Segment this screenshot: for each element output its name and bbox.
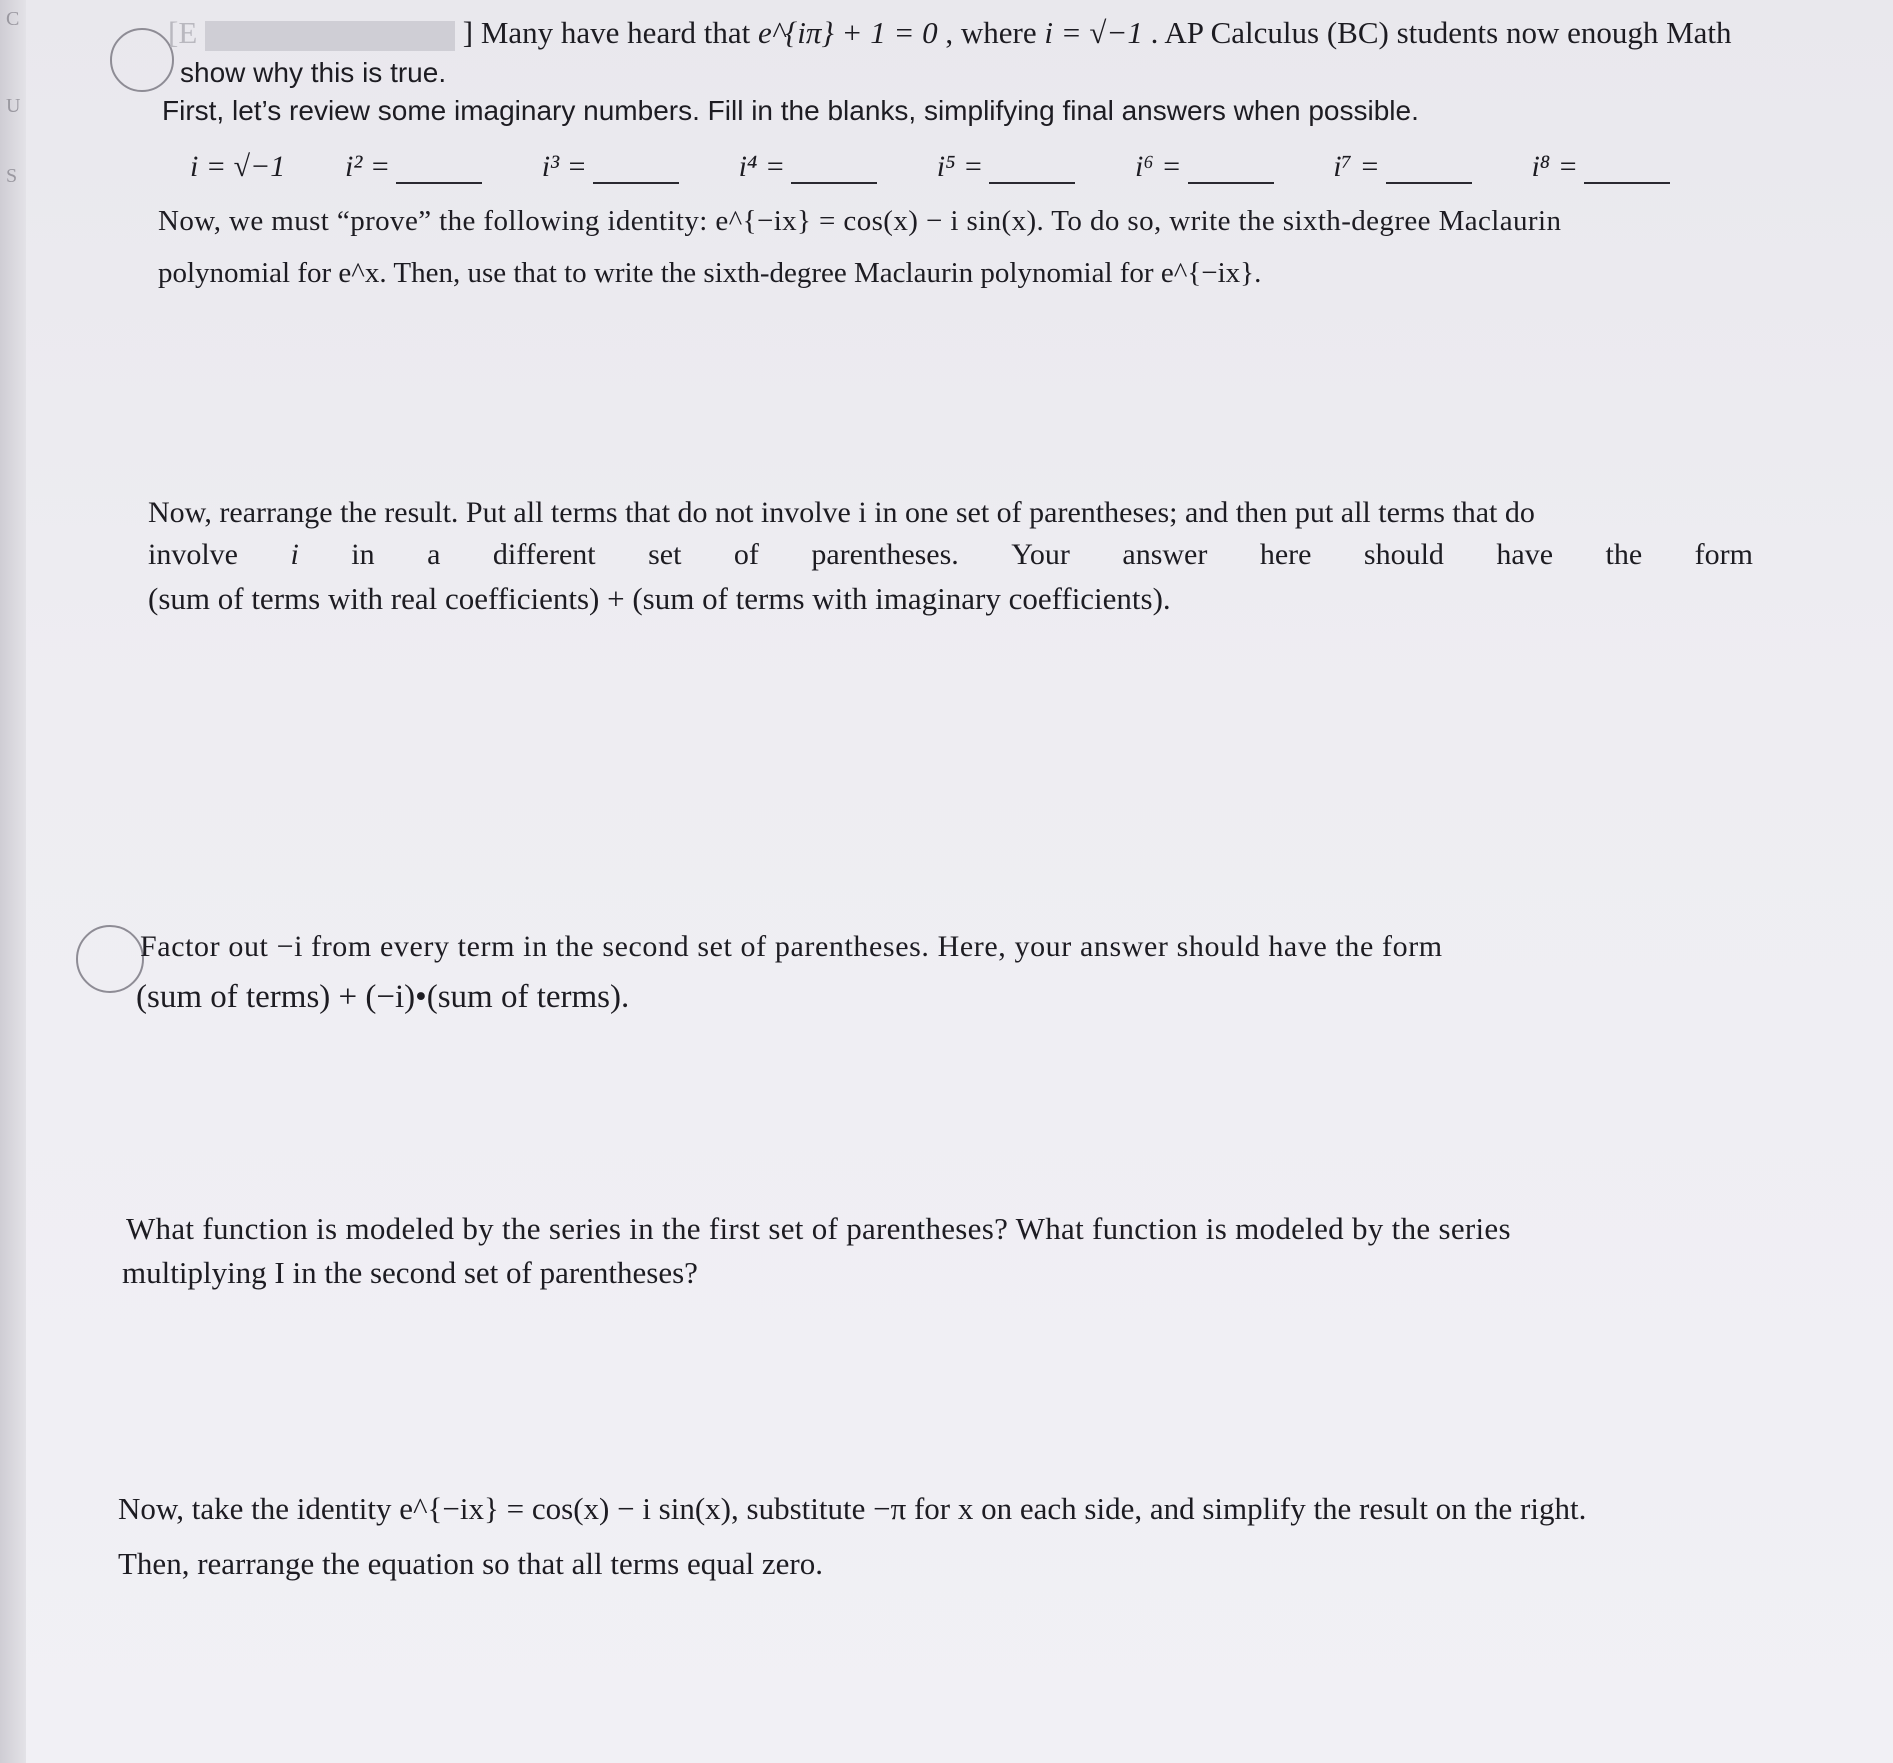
answer-blank[interactable] xyxy=(1584,158,1670,184)
word: have xyxy=(1496,538,1554,571)
binder-margin xyxy=(0,0,26,1763)
factor-form: (sum of terms) + (−i)•(sum of terms). xyxy=(136,979,630,1015)
answer-blank[interactable] xyxy=(396,158,482,184)
punch-hole xyxy=(110,28,174,92)
factor-line-1: Factor out −i from every term in the second set of parentheses. Here, your answer should have the form xyxy=(140,930,1443,963)
answer-blank[interactable] xyxy=(593,158,679,184)
intro-text: . AP Calculus (BC) students now enough Math xyxy=(1150,15,1732,50)
answer-blank[interactable] xyxy=(1386,158,1472,184)
word: here xyxy=(1259,538,1312,571)
word: a xyxy=(427,538,441,571)
margin-mark: U xyxy=(6,95,21,117)
power-of-i: i² = xyxy=(345,150,482,184)
i-definition: i = √−1 xyxy=(1044,15,1143,50)
power-of-i: i⁸ = xyxy=(1531,150,1670,184)
margin-mark: S xyxy=(6,165,18,187)
intro-bracket: [E xyxy=(168,15,198,50)
intro-line xyxy=(168,14,1732,52)
intro-text: , where xyxy=(945,15,1045,50)
word: i xyxy=(290,538,299,571)
answer-blank[interactable] xyxy=(989,158,1075,184)
rearrange-line-2 xyxy=(148,536,1753,574)
power-of-i: i = √−1 xyxy=(190,150,286,183)
rearrange-line-1: Now, rearrange the result. Put all terms that do not involve i in one set of parentheses; and then put all terms that do xyxy=(148,496,1535,529)
prove-line-1: Now, we must “prove” the following identity: e^{−ix} = cos(x) − i sin(x). To do so, write the sixth-degree Maclaurin xyxy=(158,205,1562,237)
margin-mark: C xyxy=(6,8,20,30)
word: of xyxy=(733,538,759,571)
substitute-line-1: Now, take the identity e^{−ix} = cos(x) − i sin(x), substitute −π for x on each side, and simplify the result on the right. xyxy=(118,1491,1587,1526)
power-of-i: i⁶ = xyxy=(1135,150,1274,184)
intro-bracket: ] xyxy=(462,15,474,50)
intro-line-2: show why this is true. xyxy=(180,57,447,88)
power-of-i: i⁷ = xyxy=(1333,150,1472,184)
rearrange-form: (sum of terms with real coefficients) + (sum of terms with imaginary coefficients). xyxy=(148,581,1171,616)
power-of-i: i⁴ = xyxy=(739,150,878,184)
word: set xyxy=(648,538,682,571)
function-question-line-2: multiplying I in the second set of parentheses? xyxy=(122,1255,698,1290)
word: Your xyxy=(1011,538,1070,571)
answer-blank[interactable] xyxy=(791,158,877,184)
euler-equation: e^{iπ} + 1 = 0 xyxy=(758,15,938,50)
word: in xyxy=(351,538,375,571)
power-of-i: i⁵ = xyxy=(937,150,1076,184)
punch-hole xyxy=(76,925,144,993)
substitute-line-2: Then, rearrange the equation so that all terms equal zero. xyxy=(118,1546,823,1581)
intro-text: Many have heard that xyxy=(480,15,759,50)
prove-line-2: polynomial for e^x. Then, use that to write the sixth-degree Maclaurin polynomial for e^{−ix}. xyxy=(158,257,1262,289)
power-of-i: i³ = xyxy=(542,150,679,184)
function-question-line-1: What function is modeled by the series in the first set of parentheses? What function is modeled by the series xyxy=(126,1211,1511,1246)
word: the xyxy=(1605,538,1643,571)
answer-blank[interactable] xyxy=(1188,158,1274,184)
word: answer xyxy=(1122,538,1208,571)
powers-of-i-row xyxy=(190,150,1670,184)
review-instruction: First, let’s review some imaginary numbers. Fill in the blanks, simplifying final answers when possible. xyxy=(162,95,1419,126)
redacted-name xyxy=(205,21,455,51)
word: different xyxy=(492,538,596,571)
word: should xyxy=(1363,538,1444,571)
word: form xyxy=(1694,538,1753,571)
word: parentheses. xyxy=(811,538,959,571)
word: involve xyxy=(148,538,238,571)
